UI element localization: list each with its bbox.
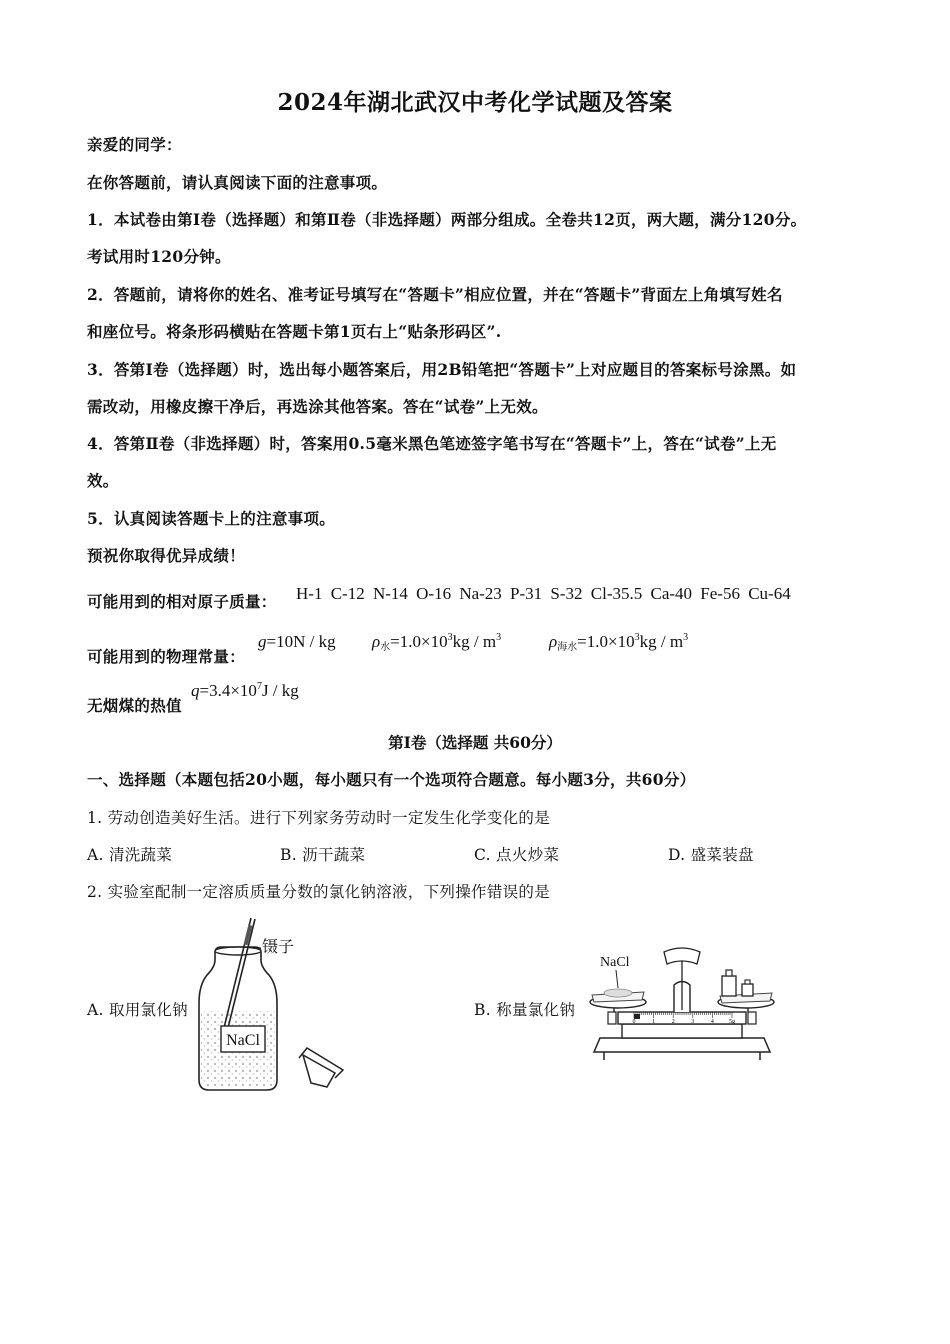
q-variable: q (191, 681, 200, 700)
note-3-line-2: 需改动，用橡皮擦干净后，再选涂其他答案。答在“试卷”上无效。 (87, 397, 548, 416)
atomic-mass-values: H-1 C-12 N-14 O-16 Na-23 P-31 S-32 Cl-35.5 Ca-40 Fe-56 Cu-64 (296, 584, 791, 603)
rho-sea-unit: kg / m (639, 632, 684, 651)
note-1-line-2: 考试用时120分钟。 (87, 247, 231, 266)
scale-dial (664, 948, 700, 964)
scale-rider (634, 1014, 640, 1019)
tweezers-label: 镊子 (262, 937, 295, 956)
rho-sea-unit-exponent: 3 (683, 632, 689, 643)
question-2-option-a: A. 取用氯化钠 (87, 1001, 188, 1019)
q-exponent: 7 (256, 681, 262, 692)
balance-scale-figure (582, 940, 782, 1070)
note-2-line-2: 和座位号。将条形码横贴在答题卡第1页右上“贴条形码区”. (87, 322, 502, 341)
scale-nacl-label: NaCl (600, 955, 630, 970)
question-1-option-d: D. 盛菜装盘 (668, 846, 754, 864)
jar-lid (303, 1055, 335, 1087)
seawater-density (549, 632, 688, 653)
rho-water-unit-exponent: 3 (496, 632, 502, 643)
ruler-label: 1 (652, 1019, 656, 1025)
note-1-line-1: 1．本试卷由第Ⅰ卷（选择题）和第Ⅱ卷（非选择题）两部分组成。全卷共12页，两大题，满分120分。 (87, 210, 807, 229)
weight-small-knob (745, 980, 750, 984)
water-density (372, 632, 501, 653)
ruler-label: 3 (691, 1019, 695, 1025)
rho-water-value: =1.0×10 (390, 632, 448, 651)
nacl-pile (604, 989, 632, 997)
nacl-label: NaCl (226, 1032, 260, 1049)
coal-heat-value (191, 681, 299, 701)
question-1-stem: 1. 劳动创造美好生活。进行下列家务劳动时一定发生化学变化的是 (87, 809, 551, 827)
ruler-label: 5g (729, 1019, 735, 1025)
rho-water-subscript: 水 (380, 642, 391, 653)
weight-small (742, 984, 753, 996)
g-value: =10N / kg (266, 632, 336, 651)
notice-lead: 在你答题前，请认真阅读下面的注意事项。 (87, 173, 388, 192)
part-1-heading: 一、选择题（本题包括20小题，每小题只有一个选项符合题意。每小题3分，共60分） (87, 770, 696, 789)
section-1-heading: 第Ⅰ卷（选择题 共60分） (388, 733, 562, 752)
scale-base (594, 1038, 770, 1052)
right-adjust-screw (748, 1012, 756, 1024)
question-1-option-b: B. 沥干蔬菜 (280, 846, 366, 864)
rho-sea-subscript: 海水 (557, 642, 578, 653)
gravity-constant (258, 632, 336, 652)
greeting: 亲爱的同学： (87, 135, 182, 154)
nacl-jar-figure (185, 915, 365, 1095)
question-2-stem: 2. 实验室配制一定溶质质量分数的氯化钠溶液，下列操作错误的是 (87, 883, 551, 901)
rho-water-exponent: 3 (447, 632, 453, 643)
q-value: =3.4×10 (199, 681, 257, 700)
document-title: 2024年湖北武汉中考化学试题及答案 (277, 89, 673, 116)
question-1-option-c: C. 点火炒菜 (474, 846, 560, 864)
note-5: 5．认真阅读答题卡上的注意事项。 (87, 509, 336, 528)
ruler-label: 0 (632, 1019, 636, 1025)
g-variable: g (258, 632, 267, 651)
rho-sea-value: =1.0×10 (577, 632, 635, 651)
weight-large (722, 976, 736, 996)
atomic-mass-label: 可能用到的相对原子质量： (87, 592, 277, 611)
ruler-label: 4 (710, 1019, 714, 1025)
heat-value-label: 无烟煤的热值 (87, 696, 182, 715)
q-unit: J / kg (261, 681, 299, 700)
wish: 预祝你取得优异成绩！ (87, 546, 246, 565)
question-1-option-a: A. 清洗蔬菜 (87, 846, 173, 864)
ruler-label: 2 (671, 1019, 675, 1025)
physics-constants-label: 可能用到的物理常量： (87, 647, 246, 666)
scale-feet (604, 1052, 760, 1060)
note-2-line-1: 2．答题前，请将你的姓名、准考证号填写在“答题卡”相应位置，并在“答题卡”背面左上角填写姓名 (87, 285, 783, 304)
note-4-line-1: 4．答第Ⅱ卷（非选择题）时，答案用0.5毫米黑色笔迹签字笔书写在“答题卡”上，答在“试卷”上无 (87, 434, 777, 453)
rho-symbol: ρ (549, 632, 558, 651)
note-3-line-1: 3．答第Ⅰ卷（选择题）时，选出每小题答案后，用2B铅笔把“答题卡”上对应题目的答案标号涂黑。如 (87, 360, 797, 379)
rho-sea-exponent: 3 (634, 632, 640, 643)
note-4-line-2: 效。 (87, 471, 119, 490)
left-adjust-screw (608, 1012, 616, 1024)
weight-large-knob (726, 970, 732, 976)
scale-body (622, 1024, 742, 1038)
scale-nacl-pointer-line (616, 970, 618, 988)
question-2-option-b: B. 称量氯化钠 (474, 1001, 576, 1019)
rho-water-unit: kg / m (452, 632, 497, 651)
rho-symbol: ρ (372, 632, 381, 651)
